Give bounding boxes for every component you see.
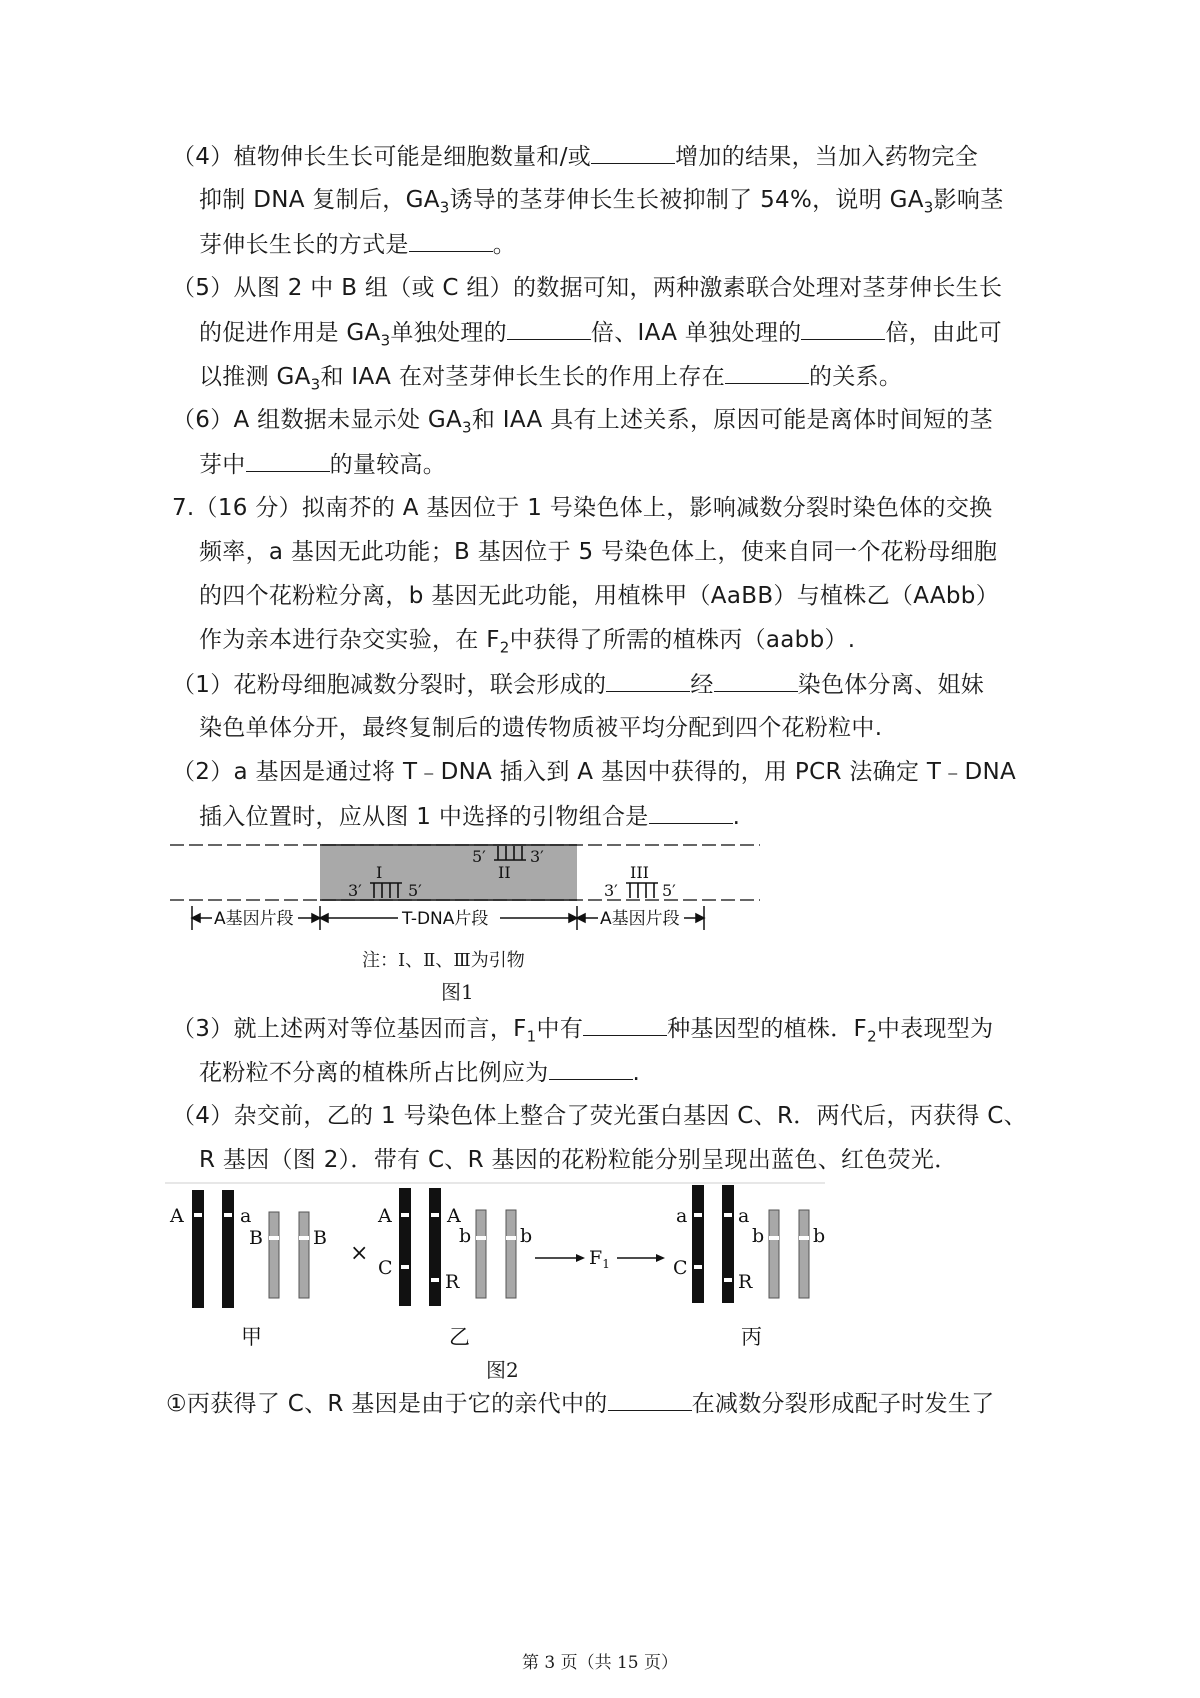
q6-p4-line3 [199,229,516,260]
text: 中有 [536,1016,584,1042]
text: 经 [690,672,714,698]
yi-chr5-left [476,1210,486,1298]
f1-label [589,1247,610,1271]
text: 芽伸长生长的方式是 [199,232,409,258]
figure-2-caption: 图2 [486,1358,519,1382]
label-bing: 丙 [741,1325,762,1349]
text: 诱导的茎芽伸长生长被抑制了 54%，说明 GA [449,187,924,213]
jia-label-B2: B [313,1227,327,1249]
text: ①丙获得了 C、R 基因是由于它的亲代中的 [166,1391,608,1417]
answer-blank[interactable] [649,801,733,824]
text: （4）植物伸长生长可能是细胞数量和/或 [172,144,592,170]
text: （5）从图 2 中 B 组（或 C 组）的数据可知，两种激素联合处理对茎芽伸长生长 [172,275,1003,301]
figure-1-dna-diagram [170,838,760,943]
text: （2）a 基因是通过将 T﹣DNA 插入到 A 基因中获得的，用 PCR 法确定 T﹣DNA [172,759,1017,785]
page-footer: 第 3 页（共 15 页） [521,1653,679,1673]
bing-label-b2: b [813,1225,826,1247]
text: . [732,804,741,830]
text: 倍，由此可 [885,320,1002,346]
answer-blank[interactable] [608,1388,692,1411]
primer-iii-3prime: 3′ [604,881,618,900]
text: . [632,1060,641,1086]
yi-label-A1: A [378,1205,392,1227]
text: 频率，a 基因无此功能；B 基因位于 5 号染色体上，使来自同一个花粉母细胞 [199,539,998,565]
yi-label-R: R [445,1271,460,1293]
segment-tdna-label: T-DNA片段 [402,909,489,929]
primer-i-label: I [376,863,383,882]
text: 倍、IAA 单独处理的 [590,320,802,346]
bing-chr5-left [769,1210,779,1298]
primer-iii [604,863,676,900]
jia-chr5-left [269,1212,279,1298]
text: 在减数分裂形成配子时发生了 [691,1391,995,1417]
q7-p2-line2 [199,801,740,832]
subscript: 3 [923,198,934,217]
q7-p1-line2 [199,713,882,743]
bing-chr1-right [722,1185,734,1303]
text: 花粉粒不分离的植株所占比例应为 [199,1060,549,1086]
yi-label-C: C [378,1257,393,1279]
arrow-to-f1 [535,1254,585,1262]
bing-chr1-left [692,1185,704,1303]
jia-chr5-right [299,1212,309,1298]
primer-ii-label: II [498,863,511,882]
q6-p5-line2 [199,317,1002,348]
primer-iii-5prime: 5′ [662,881,676,900]
subscript: 3 [439,198,450,217]
yi-chr1-right [429,1188,441,1306]
figure-1-caption: 图1 [441,980,474,1004]
q6-p6-line1 [172,405,993,435]
text: 中表现型为 [876,1016,994,1042]
answer-blank[interactable] [549,1057,633,1080]
answer-blank[interactable] [507,317,591,340]
text: 作为亲本进行杂交实验，在 F [199,627,500,653]
bing-chr5-right [799,1210,809,1298]
jia-label-B1: B [249,1227,263,1249]
yi-label-b1: b [459,1225,472,1247]
q7-intro-line1 [172,493,992,523]
figure-1-note: 注：Ⅰ、Ⅱ、Ⅲ为引物 [362,950,525,971]
segment-a-right-label: A基因片段 [600,909,680,929]
f1-letter: F [589,1247,603,1269]
text: 的四个花粉粒分离，b 基因无此功能，用植株甲（AaBB）与植株乙（AAbb） [199,583,1000,609]
q6-p5-line3 [199,361,902,392]
yi-chr5-right [506,1210,516,1298]
q7-intro-line4 [199,625,855,655]
answer-blank[interactable] [409,229,493,252]
primer-i-5prime: 5′ [408,881,422,900]
text: 的量较高。 [329,452,447,478]
q6-p5-line1 [172,273,1002,303]
text: 的促进作用是 GA [199,320,381,346]
text: 以推测 GA [199,364,311,390]
text: 染色体分离、姐妹 [797,672,985,698]
jia-chr1-left [192,1190,204,1308]
text: 插入位置时，应从图 1 中选择的引物组合是 [199,804,649,830]
answer-blank[interactable] [606,669,690,692]
bing-label-a1: a [676,1205,688,1227]
subscript: 2 [499,638,510,657]
bing-label-a2: a [738,1205,750,1227]
label-jia: 甲 [241,1325,262,1349]
text: 染色单体分开，最终复制后的遗传物质被平均分配到四个花粉粒中. [199,715,883,741]
jia-label-A: A [170,1205,184,1227]
label-yi: 乙 [449,1325,470,1349]
segment-a-left-label: A基因片段 [214,909,294,929]
subscript: 3 [462,418,472,437]
q7-p3-line2 [199,1057,640,1088]
q7-p4-line2 [199,1145,958,1175]
text: （1）花粉母细胞减数分裂时，联会形成的 [172,672,607,698]
text: 7.（16 分）拟南芥的 A 基因位于 1 号染色体上，影响减数分裂时染色体的交换 [172,495,993,521]
q7-p1-line1 [172,669,984,700]
answer-blank[interactable] [801,317,885,340]
text: R 基因（图 2）．带有 C、R 基因的花粉粒能分别呈现出蓝色、红色荧光． [199,1147,958,1173]
yi-label-A2: A [447,1205,461,1227]
text: 中获得了所需的植株丙（aabb）. [509,627,856,653]
q7-intro-line3 [199,581,999,611]
bing-label-R: R [738,1271,753,1293]
primer-ii-3prime: 3′ [530,847,544,866]
text: 的关系。 [809,364,903,390]
yi-chr1-left [399,1188,411,1306]
jia-chr1-right [222,1190,234,1308]
subscript: 3 [310,375,321,394]
text: 种基因型的植株．F [667,1016,868,1042]
q6-p4-line1 [172,141,978,172]
cross-sign: × [350,1241,369,1266]
text: 芽中 [199,452,246,478]
q6-p6-line2 [199,449,446,480]
primer-ii-5prime: 5′ [472,847,486,866]
f1-subscript: 1 [602,1257,610,1271]
text: （3）就上述两对等位基因而言，F [172,1016,527,1042]
text: 影响茎 [933,187,1004,213]
bing-label-C: C [673,1257,688,1279]
text: （4）杂交前，乙的 1 号染色体上整合了荧光蛋白基因 C、R．两代后，丙获得 C、 [172,1103,1027,1129]
q7-p4-sub1-line [166,1388,995,1419]
answer-blank[interactable] [246,449,330,472]
answer-blank[interactable] [591,141,675,164]
answer-blank[interactable] [583,1013,667,1036]
answer-blank[interactable] [714,669,798,692]
bing-label-b1: b [752,1225,765,1247]
answer-blank[interactable] [725,361,809,384]
q6-p4-line2 [199,185,1004,215]
text: （6）A 组数据未显示处 GA [172,407,463,433]
q7-p3-line1 [172,1013,993,1044]
text: 。 [492,232,517,258]
jia-label-a: a [240,1205,252,1227]
subscript: 2 [867,1027,877,1046]
text: 单独处理的 [390,320,507,346]
q7-intro-line2 [199,537,997,567]
text: 增加的结果，当加入药物完全 [675,144,978,170]
text: 和 IAA 具有上述关系，原因可能是离体时间短的茎 [471,407,993,433]
text: 和 IAA 在对茎芽伸长生长的作用上存在 [320,364,726,390]
yi-label-b2: b [520,1225,533,1247]
primer-i-3prime: 3′ [348,881,362,900]
arrow-from-f1 [617,1254,665,1262]
q7-p2-line1 [172,757,1016,787]
primer-iii-label: III [630,863,649,882]
q7-p4-line1 [172,1101,1027,1131]
subscript: 3 [380,331,391,350]
text: 抑制 DNA 复制后，GA [199,187,440,213]
figure-2-chromosome-diagram [165,1180,845,1350]
subscript: 1 [526,1027,537,1046]
